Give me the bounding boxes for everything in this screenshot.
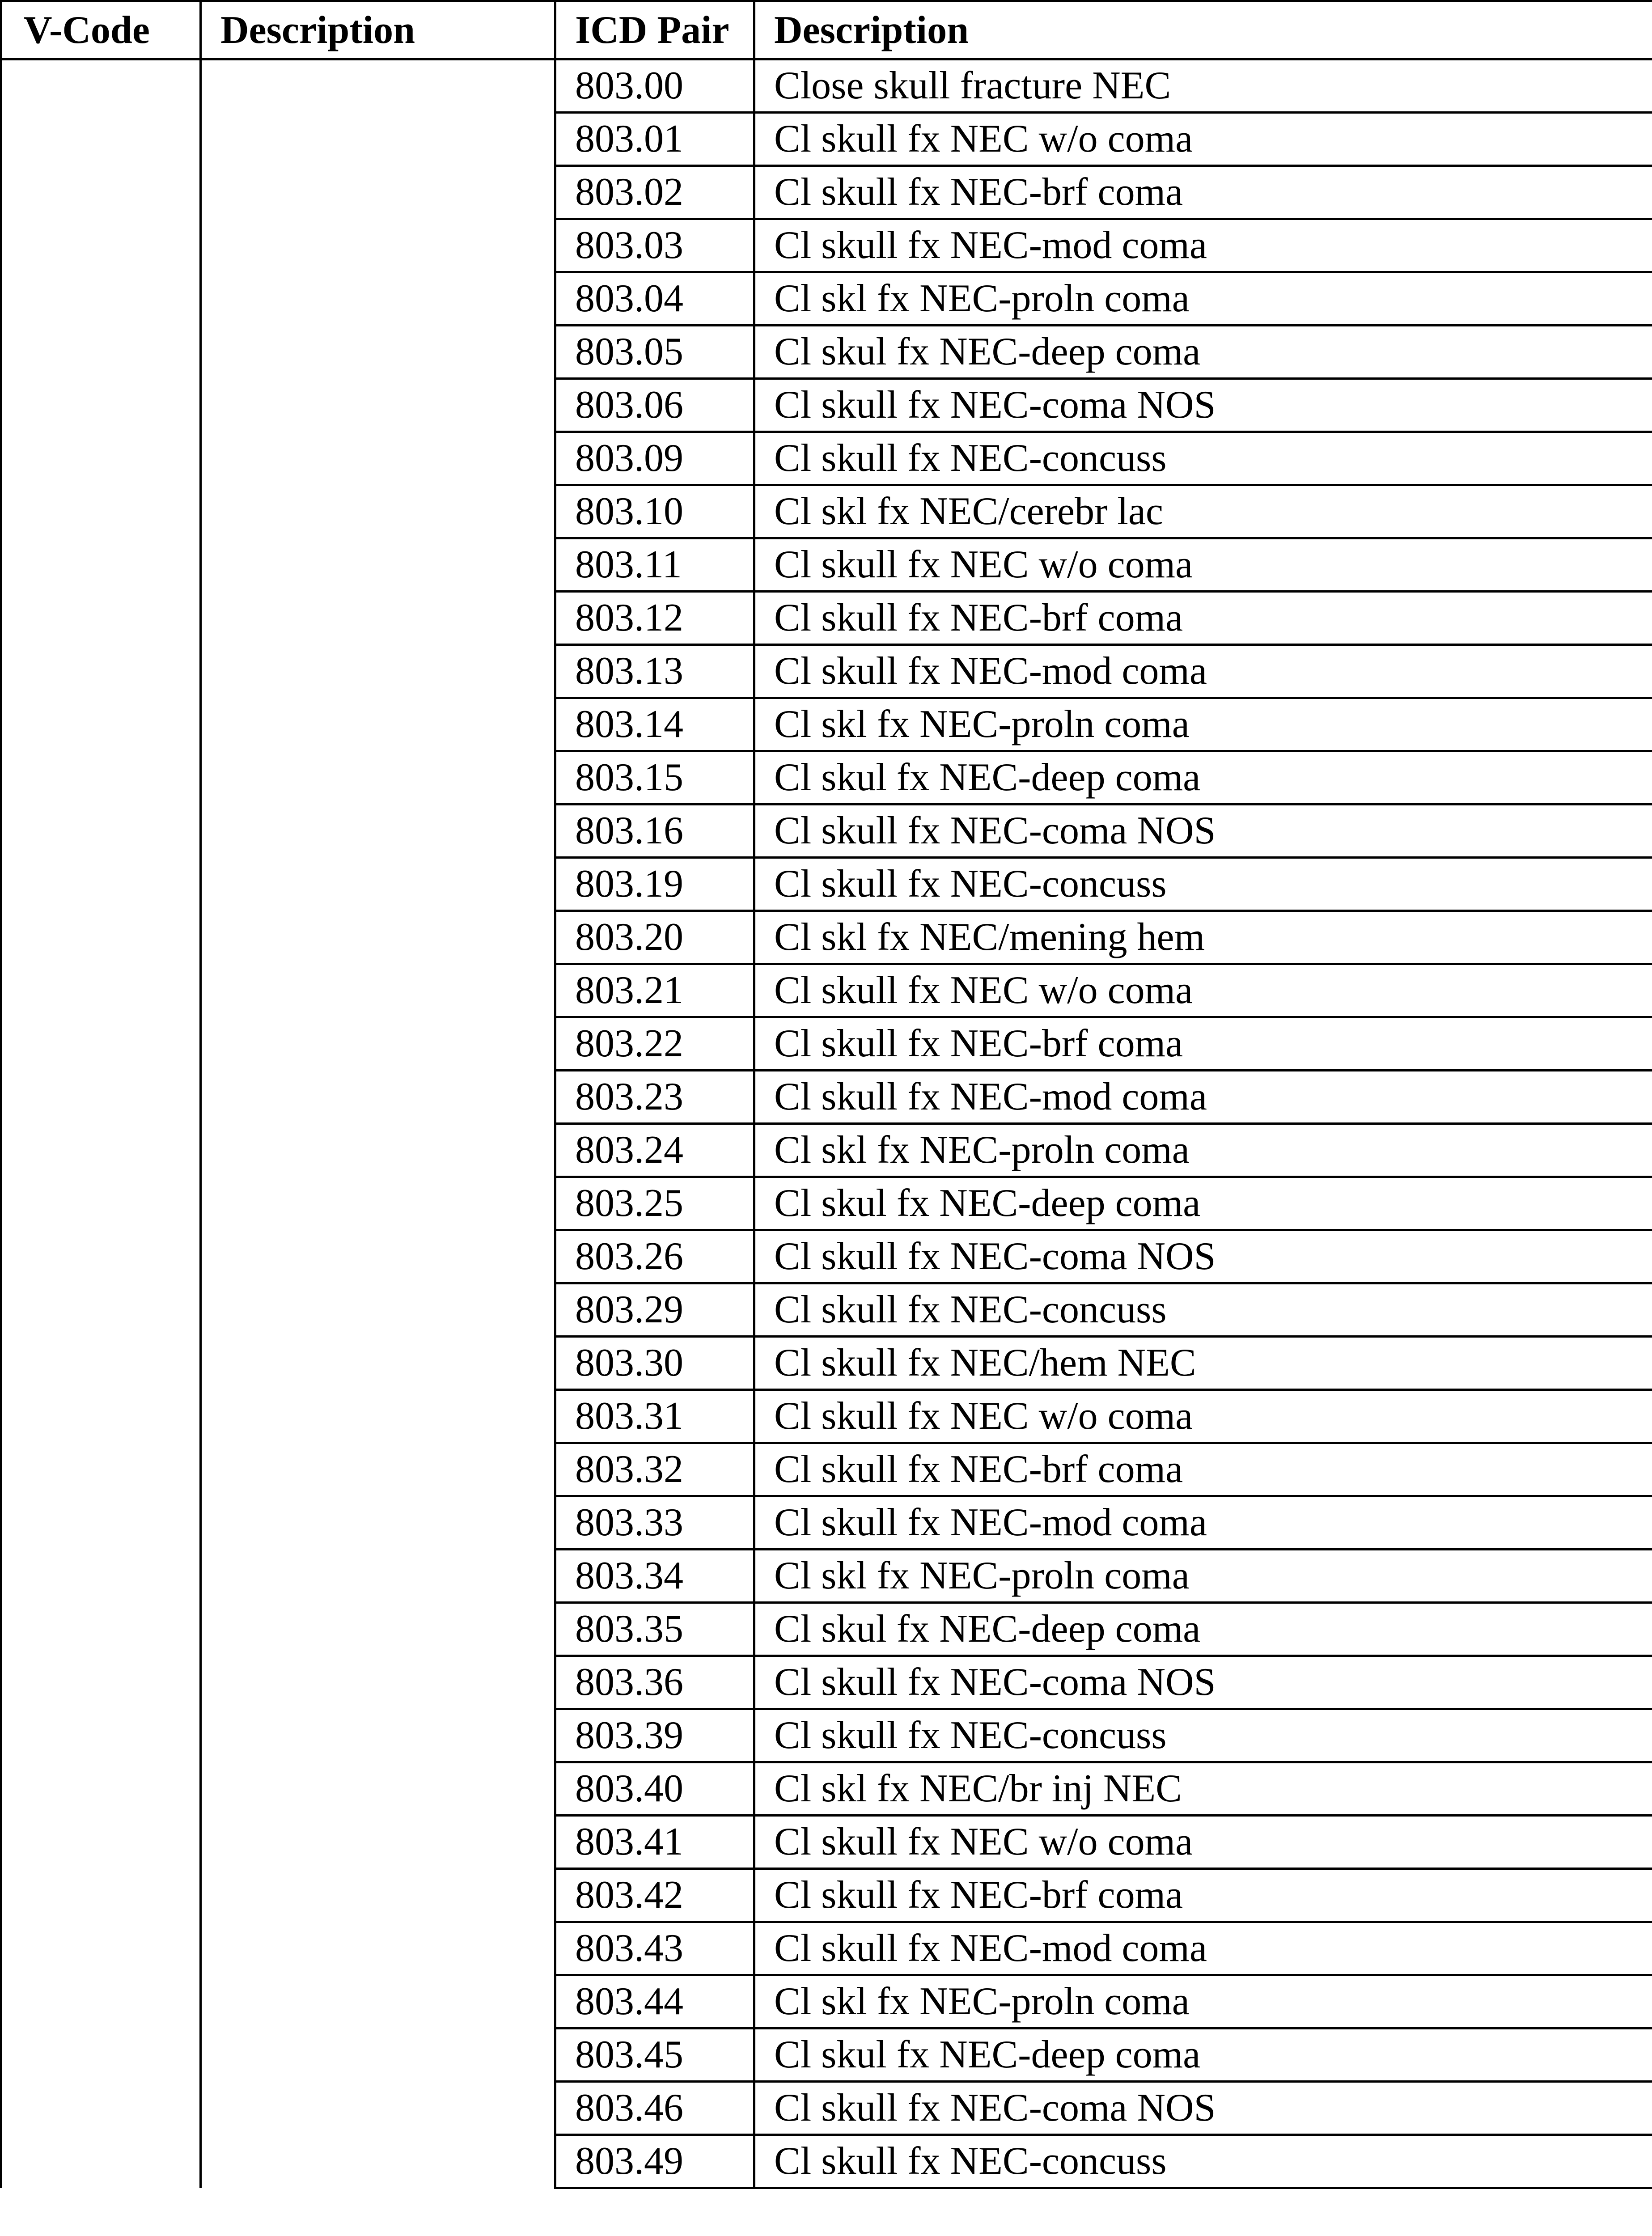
- icd-pair-code: 803.02: [555, 166, 754, 219]
- icd-pair-code: 803.44: [555, 1975, 754, 2028]
- icd-pair-code: 803.22: [555, 1017, 754, 1071]
- icd-pair-code: 803.45: [555, 2028, 754, 2082]
- icd-pair-description: Cl skull fx NEC w/o coma: [754, 113, 1652, 166]
- icd-pair-code: 803.39: [555, 1709, 754, 1762]
- header-description: Description: [201, 1, 555, 59]
- icd-pair-description: Cl skull fx NEC w/o coma: [754, 964, 1652, 1017]
- header-icd-description: Description: [754, 1, 1652, 59]
- icd-pair-code: 803.21: [555, 964, 754, 1017]
- icd-pair-code: 803.42: [555, 1869, 754, 1922]
- icd-pair-code: 803.33: [555, 1496, 754, 1550]
- icd-pair-description: Cl skull fx NEC w/o coma: [754, 538, 1652, 592]
- icd-pair-code: 803.29: [555, 1283, 754, 1337]
- icd-pair-description: Cl skull fx NEC-coma NOS: [754, 1656, 1652, 1709]
- icd-pair-description: Cl skull fx NEC-mod coma: [754, 219, 1652, 272]
- header-v-code: V-Code: [1, 1, 201, 59]
- icd-pair-description: Cl skl fx NEC-proln coma: [754, 1975, 1652, 2028]
- icd-pair-code: 803.09: [555, 432, 754, 485]
- icd-pair-code: 803.43: [555, 1922, 754, 1975]
- icd-pair-code: 803.41: [555, 1816, 754, 1869]
- icd-pair-code: 803.46: [555, 2082, 754, 2135]
- icd-pair-description: Cl skull fx NEC-mod coma: [754, 1922, 1652, 1975]
- icd-pair-code: 803.12: [555, 592, 754, 645]
- icd-pair-description: Cl skull fx NEC-coma NOS: [754, 2082, 1652, 2135]
- icd-pair-code: 803.24: [555, 1124, 754, 1177]
- icd-pair-description: Cl skull fx NEC-brf coma: [754, 166, 1652, 219]
- icd-pair-description: Cl skull fx NEC-concuss: [754, 1709, 1652, 1762]
- icd-pair-description: Cl skl fx NEC-proln coma: [754, 272, 1652, 326]
- icd-pair-code: 803.05: [555, 326, 754, 379]
- icd-pair-code: 803.40: [555, 1762, 754, 1816]
- icd-pair-description: Cl skull fx NEC-brf coma: [754, 592, 1652, 645]
- icd-pair-description: Cl skul fx NEC-deep coma: [754, 2028, 1652, 2082]
- icd-pair-description: Cl skull fx NEC-concuss: [754, 2135, 1652, 2188]
- icd-pair-code: 803.30: [555, 1337, 754, 1390]
- icd-pair-description: Cl skull fx NEC/hem NEC: [754, 1337, 1652, 1390]
- v-code-cell: [1, 59, 201, 2188]
- icd-pair-description: Cl skull fx NEC-brf coma: [754, 1443, 1652, 1496]
- icd-pair-description: Cl skl fx NEC-proln coma: [754, 1550, 1652, 1603]
- icd-pair-description: Cl skl fx NEC/mening hem: [754, 911, 1652, 964]
- icd-pair-description: Cl skul fx NEC-deep coma: [754, 326, 1652, 379]
- icd-pair-code: 803.06: [555, 379, 754, 432]
- icd-pair-code: 803.26: [555, 1230, 754, 1283]
- icd-pair-code: 803.19: [555, 858, 754, 911]
- icd-pair-code: 803.16: [555, 805, 754, 858]
- icd-pair-description: Cl skl fx NEC/cerebr lac: [754, 485, 1652, 538]
- icd-pair-code: 803.23: [555, 1071, 754, 1124]
- icd-pair-description: Cl skul fx NEC-deep coma: [754, 1177, 1652, 1230]
- icd-pair-code: 803.32: [555, 1443, 754, 1496]
- table-header-row: [1, 1, 1652, 59]
- icd-pair-description: Cl skl fx NEC-proln coma: [754, 698, 1652, 751]
- icd-pair-description: Cl skull fx NEC-concuss: [754, 1283, 1652, 1337]
- icd-pair-description: Cl skull fx NEC-coma NOS: [754, 1230, 1652, 1283]
- icd-pair-description: Cl skul fx NEC-deep coma: [754, 751, 1652, 805]
- icd-pair-code: 803.13: [555, 645, 754, 698]
- table-row: [1, 59, 1652, 113]
- icd-pair-code: 803.35: [555, 1603, 754, 1656]
- icd-pair-code: 803.34: [555, 1550, 754, 1603]
- icd-pair-description: Cl skull fx NEC-mod coma: [754, 1496, 1652, 1550]
- table-body: [1, 59, 1652, 2188]
- icd-pair-description: Cl skull fx NEC-mod coma: [754, 645, 1652, 698]
- v-code-description-cell: [201, 59, 555, 2188]
- icd-pair-code: 803.14: [555, 698, 754, 751]
- icd-pair-description: Close skull fracture NEC: [754, 59, 1652, 113]
- icd-pair-code: 803.11: [555, 538, 754, 592]
- icd-pair-description: Cl skul fx NEC-deep coma: [754, 1603, 1652, 1656]
- icd-pair-code: 803.49: [555, 2135, 754, 2188]
- icd-pair-description: Cl skull fx NEC w/o coma: [754, 1390, 1652, 1443]
- icd-pair-description: Cl skl fx NEC/br inj NEC: [754, 1762, 1652, 1816]
- icd-pair-code: 803.15: [555, 751, 754, 805]
- icd-pair-code: 803.04: [555, 272, 754, 326]
- icd-pair-code: 803.03: [555, 219, 754, 272]
- icd-pair-code: 803.25: [555, 1177, 754, 1230]
- icd-pair-code: 803.20: [555, 911, 754, 964]
- icd-pair-description: Cl skull fx NEC-mod coma: [754, 1071, 1652, 1124]
- icd-pair-code: 803.36: [555, 1656, 754, 1709]
- icd-pair-description: Cl skull fx NEC-coma NOS: [754, 379, 1652, 432]
- icd-pair-code: 803.10: [555, 485, 754, 538]
- icd-pair-code: 803.00: [555, 59, 754, 113]
- icd-pair-code: 803.01: [555, 113, 754, 166]
- icd-pair-description: Cl skull fx NEC w/o coma: [754, 1816, 1652, 1869]
- header-icd-pair: ICD Pair: [555, 1, 754, 59]
- icd-pair-description: Cl skl fx NEC-proln coma: [754, 1124, 1652, 1177]
- icd-pair-code: 803.31: [555, 1390, 754, 1443]
- icd-pair-description: Cl skull fx NEC-brf coma: [754, 1017, 1652, 1071]
- icd-pair-description: Cl skull fx NEC-coma NOS: [754, 805, 1652, 858]
- icd-pair-description: Cl skull fx NEC-brf coma: [754, 1869, 1652, 1922]
- icd-pair-description: Cl skull fx NEC-concuss: [754, 858, 1652, 911]
- icd-pair-description: Cl skull fx NEC-concuss: [754, 432, 1652, 485]
